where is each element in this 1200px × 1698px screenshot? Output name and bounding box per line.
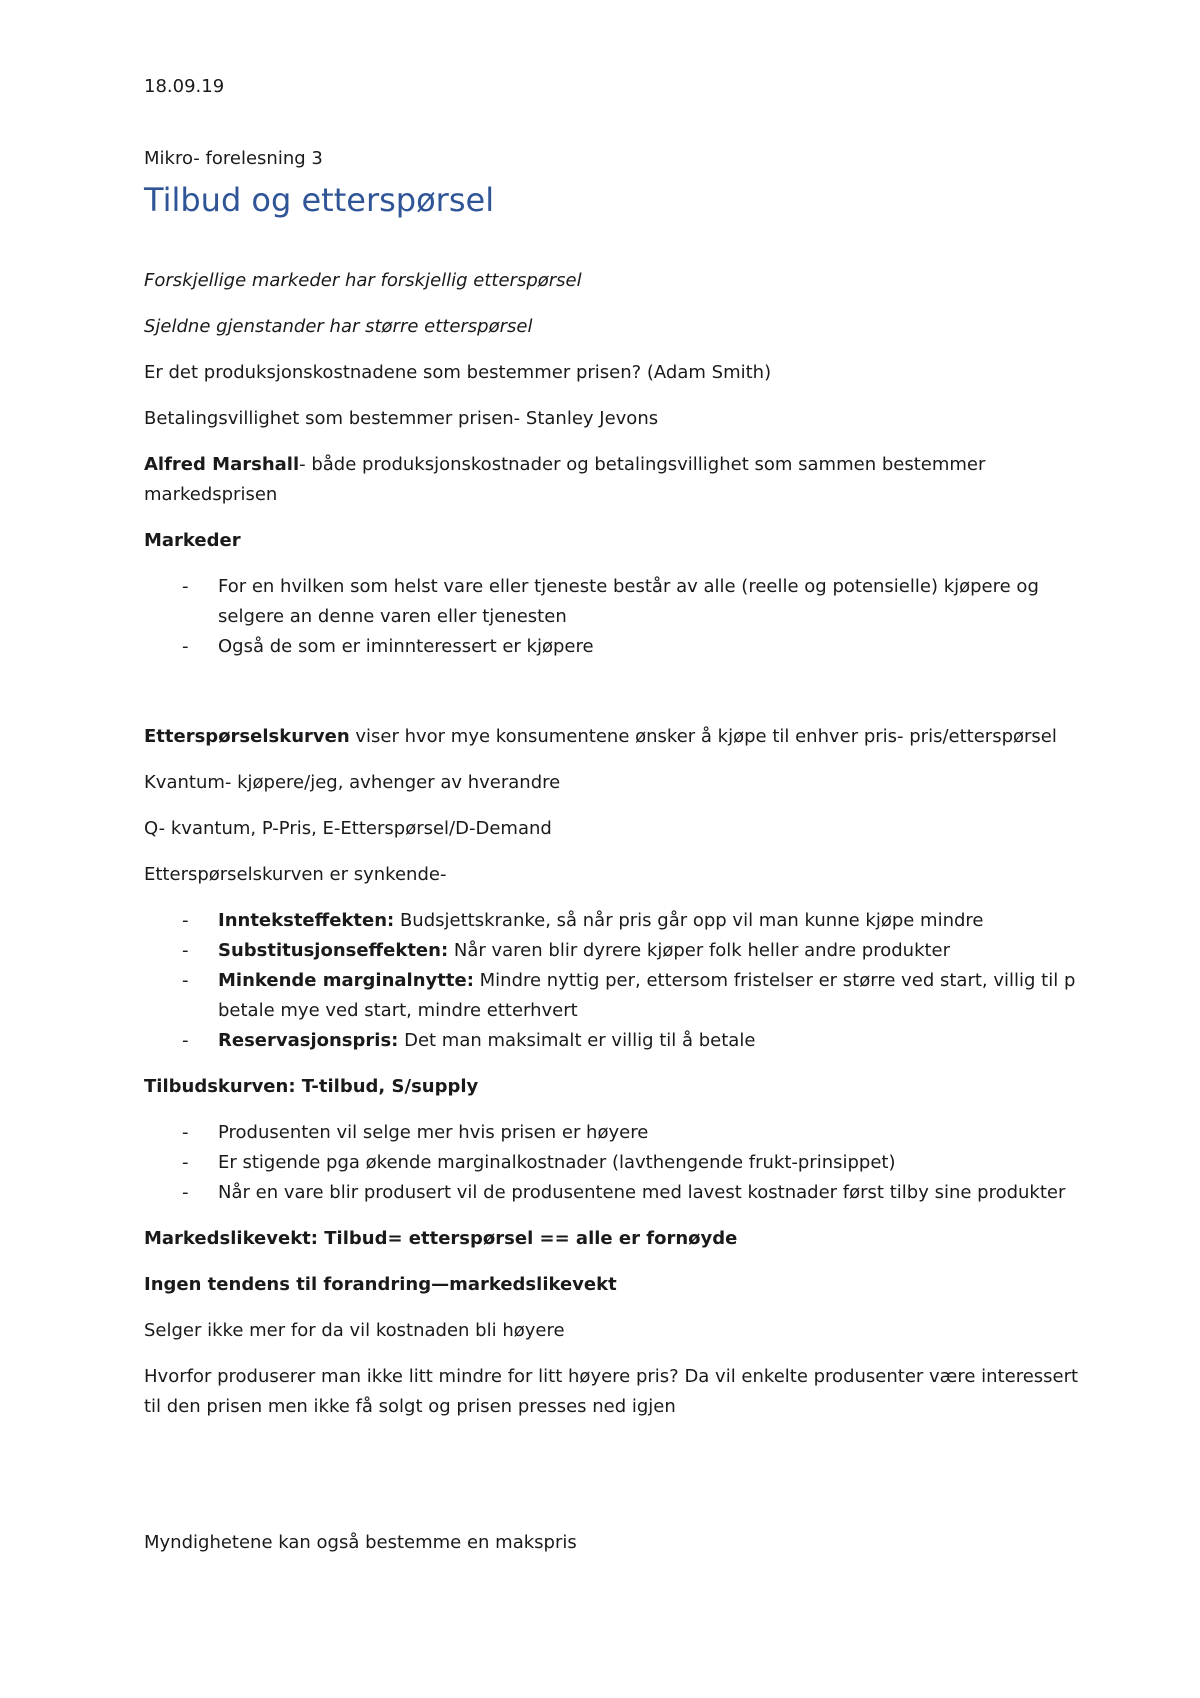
list-item-bold: Reservasjonspris: [218, 1030, 399, 1051]
paragraph-5-rest: - både produksjonskostnader og betalingsvillighet som sammen bestemmer markedsprisen [144, 454, 986, 505]
list-item-text: Når varen blir dyrere kjøper folk heller andre produkter [448, 940, 951, 961]
list-dash: - [182, 970, 189, 991]
list-item-bold: Substitusjonseffekten: [218, 940, 449, 961]
paragraph-13: Hvorfor produserer man ikke litt mindre for litt høyere pris? Da vil enkelte produsenter være interessert til den prisen men ikke få solgt og prisen presses ned igjen [144, 1366, 1079, 1417]
list-item-text: Produsenten vil selge mer hvis prisen er høyere [218, 1122, 649, 1143]
subtitle: Mikro- forelesning 3 [144, 148, 323, 169]
list-dash: - [182, 576, 189, 597]
list-dash: - [182, 1030, 189, 1051]
paragraph-5 [144, 450, 1080, 510]
list-synkende [144, 906, 1080, 1056]
paragraph-9: Etterspørselskurven er synkende- [144, 864, 447, 885]
paragraph-10: Markedslikevekt: Tilbud= etterspørsel == alle er fornøyde [144, 1228, 738, 1249]
spacer [144, 1438, 1080, 1528]
list-item-text: Budsjettskranke, så når pris går opp vil man kunne kjøpe mindre [394, 910, 984, 931]
list-item [144, 966, 1080, 1026]
list-item [144, 1178, 1080, 1208]
paragraph-7: Kvantum- kjøpere/jeg, avhenger av hverandre [144, 772, 561, 793]
heading-tilbudskurven: Tilbudskurven: T-tilbud, S/supply [144, 1076, 479, 1097]
date: 18.09.19 [144, 76, 225, 97]
list-item-text: Mindre nyttig per, ettersom fristelser er større ved start, villig til p betale mye ved start, mindre etterhvert [218, 970, 1076, 1021]
page-title: Tilbud og etterspørsel [144, 181, 495, 219]
list-dash: - [182, 1122, 189, 1143]
list-item [144, 572, 1080, 632]
paragraph-5-bold: Alfred Marshall [144, 454, 300, 475]
list-item [144, 1148, 1080, 1178]
list-dash: - [182, 940, 189, 961]
list-dash: - [182, 910, 189, 931]
list-item-bold: Minkende marginalnytte: [218, 970, 474, 991]
paragraph-6 [144, 722, 1080, 752]
list-item [144, 632, 1080, 662]
list-item-text: Er stigende pga økende marginalkostnader (lavthengende frukt-prinsippet) [218, 1152, 896, 1173]
list-item [144, 936, 1080, 966]
list-dash: - [182, 1152, 189, 1173]
paragraph-8: Q- kvantum, P-Pris, E-Etterspørsel/D-Demand [144, 818, 552, 839]
list-item-bold: Innteksteffekten: [218, 910, 395, 931]
paragraph-6-rest: viser hvor mye konsumentene ønsker å kjøpe til enhver pris- pris/etterspørsel [349, 726, 1057, 747]
paragraph-11: Ingen tendens til forandring—markedslikevekt [144, 1274, 617, 1295]
paragraph-14: Myndighetene kan også bestemme en makspris [144, 1532, 577, 1553]
list-item-text: Også de som er iminnteressert er kjøpere [218, 636, 594, 657]
list-item [144, 1026, 1080, 1056]
list-item [144, 1118, 1080, 1148]
spacer [144, 678, 1080, 722]
paragraph-4: Betalingsvillighet som bestemmer prisen- Stanley Jevons [144, 408, 659, 429]
list-item [144, 906, 1080, 936]
heading-markeder: Markeder [144, 530, 241, 551]
paragraph-1: Forskjellige markeder har forskjellig etterspørsel [144, 270, 582, 291]
paragraph-6-bold: Etterspørselskurven [144, 726, 350, 747]
list-item-text: Når en vare blir produsert vil de produsentene med lavest kostnader først tilby sine produkter [218, 1182, 1066, 1203]
list-item-text: For en hvilken som helst vare eller tjeneste består av alle (reelle og potensielle) kjøpere og selgere an denne varen eller tjenesten [218, 576, 1039, 627]
paragraph-12: Selger ikke mer for da vil kostnaden bli høyere [144, 1320, 565, 1341]
list-dash: - [182, 1182, 189, 1203]
list-tilbud [144, 1118, 1080, 1208]
list-item-text: Det man maksimalt er villig til å betale [398, 1030, 756, 1051]
list-dash: - [182, 636, 189, 657]
paragraph-2: Sjeldne gjenstander har større etterspørsel [144, 316, 533, 337]
paragraph-3: Er det produksjonskostnadene som bestemmer prisen? (Adam Smith) [144, 362, 772, 383]
list-markeder [144, 572, 1080, 662]
